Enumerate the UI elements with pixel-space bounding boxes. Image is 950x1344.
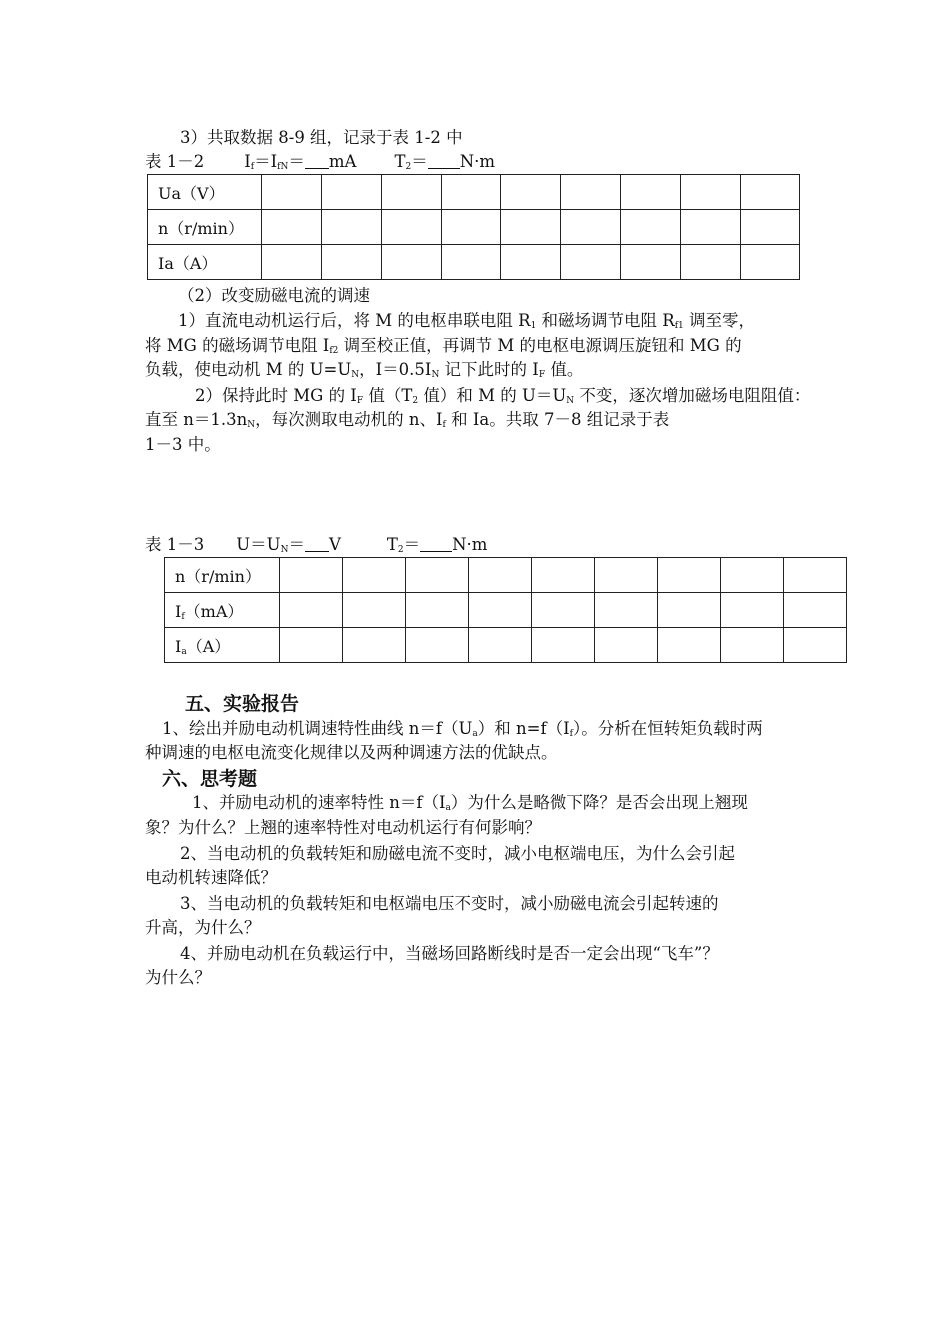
row-header: $I_f(mA)$ [165,593,280,628]
data-cell[interactable] [343,593,406,628]
data-cell[interactable] [561,245,621,280]
data-cell[interactable] [532,628,595,663]
data-cell[interactable] [721,558,784,593]
row-header: Ua（V） [148,175,262,210]
data-cell[interactable] [280,558,343,593]
data-cell[interactable] [621,175,681,210]
data-cell[interactable] [469,628,532,663]
para2-line2: 直至 $n=1.3n_N$，每次测取电动机的 n、$I_f$ 和 Ia。共取 7－8 组记录于表 [145,410,670,430]
blank-field [428,152,460,169]
data-cell[interactable] [784,593,847,628]
q2-line1: 2、当电动机的负载转矩和励磁电流不变时，减小电枢端电压，为什么会引起 [180,844,735,863]
blank-field [420,535,452,552]
table-row [165,628,847,663]
data-cell[interactable] [406,558,469,593]
table-row [148,175,800,210]
para1-line2: 将 MG 的磁场调节电阻 $I_{f2}$ 调至校正值，再调节 M 的电枢电源调压旋钮和 MG 的 [145,336,742,356]
para1-line3: 负载，使电动机 M 的 $U=U_N$，$I=0.5I_N$ 记下此时的 $I_F$ 值。 [145,360,584,380]
section5-title: 五、实验报告 [185,693,300,715]
table-1-2 [147,174,800,280]
blank-field [305,535,329,552]
data-cell[interactable] [469,593,532,628]
section5-line1: 1、绘出并励电动机调速特性曲线 $n=f(U_a)$和 $n=f(I_f)$。分析在恒转矩负载时两 [162,719,763,739]
data-cell[interactable] [442,245,501,280]
data-cell[interactable] [784,558,847,593]
data-cell[interactable] [741,210,800,245]
step3-text: 3）共取数据 8-9 组，记录于表 1-2 中 [180,128,463,147]
row-header: $I_a(A)$ [165,628,280,663]
data-cell[interactable] [501,210,561,245]
data-cell[interactable] [741,175,800,210]
data-cell[interactable] [721,628,784,663]
para1-line1: 1）直流电动机运行后，将 M 的电枢串联电阻 $R_1$ 和磁场调节电阻 $R_{f1}$ 调至零， [178,311,756,331]
data-cell[interactable] [280,628,343,663]
data-cell[interactable] [621,210,681,245]
table12-label: 表 1－2 [145,152,205,171]
row-header: Ia（A） [148,245,262,280]
section2-title: （2）改变励磁电流的调速 [178,286,370,305]
data-cell[interactable] [784,628,847,663]
table-row [148,245,800,280]
data-cell[interactable] [406,593,469,628]
data-cell[interactable] [442,175,501,210]
data-cell[interactable] [280,593,343,628]
data-cell[interactable] [658,628,721,663]
data-cell[interactable] [532,593,595,628]
q2-line2: 电动机转速降低？ [145,868,277,887]
data-cell[interactable] [469,558,532,593]
para2-line3: 1－3 中。 [145,435,221,454]
q3-line1: 3、当电动机的负载转矩和电枢端电压不变时，减小励磁电流会引起转速的 [180,894,719,913]
data-cell[interactable] [595,628,658,663]
blank-field [305,152,329,169]
data-cell[interactable] [561,175,621,210]
table-row [165,593,847,628]
data-cell[interactable] [681,175,741,210]
data-cell[interactable] [501,175,561,210]
data-cell[interactable] [595,558,658,593]
data-cell[interactable] [658,593,721,628]
data-cell[interactable] [561,210,621,245]
data-cell[interactable] [595,593,658,628]
data-cell[interactable] [532,558,595,593]
q4-line1: 4、并励电动机在负载运行中，当磁场回路断线时是否一定会出现“飞车”？ [180,944,719,963]
data-cell[interactable] [343,558,406,593]
data-cell[interactable] [343,628,406,663]
data-cell[interactable] [741,245,800,280]
row-header: n（r/min） [165,558,280,593]
table13-label: 表 1－3 [145,535,205,554]
table-1-3 [164,557,847,663]
data-cell[interactable] [681,210,741,245]
data-cell[interactable] [406,628,469,663]
data-cell[interactable] [501,245,561,280]
data-cell[interactable] [322,210,382,245]
data-cell[interactable] [262,210,322,245]
data-cell[interactable] [658,558,721,593]
data-cell[interactable] [322,175,382,210]
data-cell[interactable] [382,210,442,245]
table-row [148,210,800,245]
data-cell[interactable] [621,245,681,280]
section5-line2: 种调速的电枢电流变化规律以及两种调速方法的优缺点。 [145,743,558,762]
data-cell[interactable] [382,175,442,210]
data-cell[interactable] [721,593,784,628]
data-cell[interactable] [442,210,501,245]
q1-line1: 1、并励电动机的速率特性 $n=f(I_a)$为什么是略微下降？是否会出现上翘现 [192,793,748,813]
row-header: n（r/min） [148,210,262,245]
q4-line2: 为什么？ [145,968,211,987]
data-cell[interactable] [681,245,741,280]
data-cell[interactable] [322,245,382,280]
section6-title: 六、思考题 [162,768,258,790]
table12-caption: 表 1－2 $I_f=I_{fN}=$ mA $T_2= N\cdot m$ [145,152,496,172]
q3-line2: 升高，为什么？ [145,918,261,937]
table-row [165,558,847,593]
para2-line1: 2）保持此时 MG 的 $I_F$ 值（$T_2$ 值）和 M 的 $U=U_N$ 不变，逐次增加磁场电阻阻值： [195,386,811,406]
table13-caption: 表 1－3 $U=U_N= V$ $T_2= N\cdot m$ [145,535,488,555]
data-cell[interactable] [262,245,322,280]
q1-line2: 象？为什么？上翘的速率特性对电动机运行有何影响？ [145,818,541,837]
data-cell[interactable] [262,175,322,210]
data-cell[interactable] [382,245,442,280]
